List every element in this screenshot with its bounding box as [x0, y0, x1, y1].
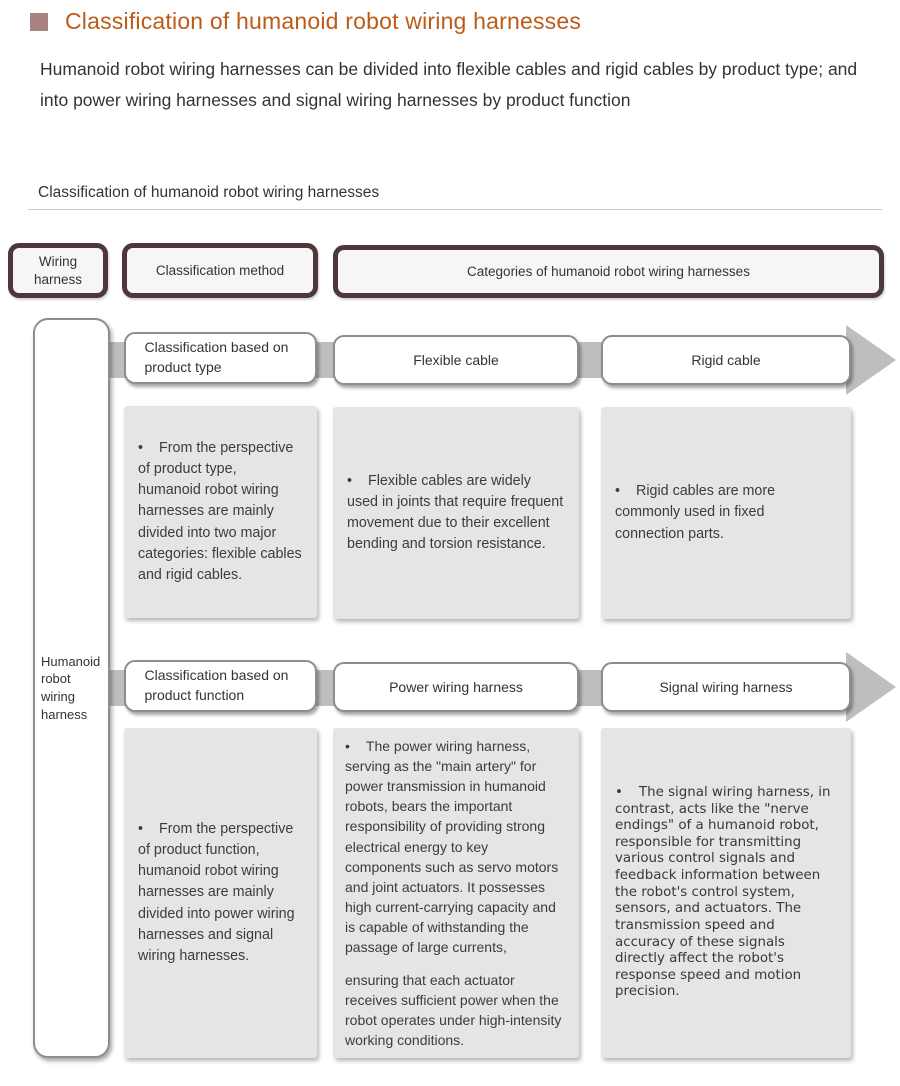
desc-card-signal-wiring-harness [601, 728, 851, 1058]
desc-text: Rigid cables are more commonly used in fixed connection parts. [615, 483, 776, 542]
desc-card-power-wiring-harness-text [345, 736, 567, 958]
desc-text: The signal wiring harness, in contrast, acts like the "nerve endings" of a humanoid robot, responsible for transmitting various control signals and feedback information between the robot's control system, sensors, and actuators. The transmission speed and accuracy of these signals directly affect the robot's response speed and motion precision. [615, 785, 831, 1000]
page-title: Classification of humanoid robot wiring harnesses [65, 8, 582, 34]
category-node-rigid-cable-label: Rigid cable [691, 352, 761, 368]
method-node-product-type [124, 332, 317, 384]
desc-card-product-type [124, 406, 317, 618]
desc-text: Flexible cables are widely used in joints that require frequent movement due to their excellent bending and torsion resistance. [347, 472, 564, 553]
header-box-categories-label: Categories of humanoid robot wiring harnesses [467, 263, 750, 279]
root-node-label: Humanoid robot wiring harness [41, 653, 101, 722]
desc-card-product-type-text [138, 438, 303, 585]
bullet-point: • [345, 737, 350, 754]
category-node-signal-wiring-harness [601, 662, 851, 712]
desc-card-product-function-text [138, 819, 303, 966]
arrow-right-icon-row1 [846, 325, 896, 395]
desc-text: From the perspective of product function, humanoid robot wiring harnesses are mainly divided into power wiring harnesses and signal wiring harnesses. [138, 821, 295, 964]
bullet-point: • [138, 821, 144, 838]
category-node-flexible-cable [333, 335, 579, 385]
desc-text: The power wiring harness, serving as the "main artery" for power transmission in humanoid robots, bears the important responsibility of providing strong electrical energy to key components such as servo motors and joint actuators. It possesses high current-carrying capacity and is capable of withstanding the passage of large currents, [345, 737, 559, 956]
desc-card-flexible-cable [333, 407, 579, 619]
category-node-rigid-cable [601, 335, 851, 385]
square-bullet-icon [30, 13, 48, 31]
desc-text: From the perspective of product type, humanoid robot wiring harnesses are mainly divided into two major categories: flexible cables and rigid cables. [138, 440, 302, 583]
header-box-categories [333, 245, 884, 298]
header-box-classification-method-label: Classification method [155, 262, 285, 278]
desc-card-product-function [124, 728, 317, 1058]
header-box-wiring-harness-label: Wiring harness [33, 253, 83, 287]
bullet-point: • [347, 472, 353, 489]
desc-card-rigid-cable-text [615, 481, 837, 544]
figure-caption-block [28, 184, 882, 210]
desc-card-power-wiring-harness-text2: ensuring that each actuator receives sufficient power when the robot operates under high-intensity working conditions. [345, 971, 562, 1049]
bullet-point: • [138, 440, 144, 457]
method-node-product-function [124, 660, 317, 712]
method-node-product-type-label: Classification based on product type [144, 339, 289, 375]
category-node-signal-wiring-harness-label: Signal wiring harness [659, 679, 793, 695]
method-node-product-function-label: Classification based on product function [144, 667, 289, 703]
title-block [30, 8, 581, 35]
header-box-wiring-harness [8, 243, 108, 298]
intro-paragraph: Humanoid robot wiring harnesses can be divided into flexible cables and rigid cables by product type; and into power wiring harnesses and signal wiring harnesses by product function [40, 59, 858, 111]
bullet-point: • [615, 785, 623, 801]
category-node-power-wiring-harness [333, 662, 579, 712]
root-node-humanoid-robot-wiring-harness [33, 318, 110, 1058]
desc-card-signal-wiring-harness-text [615, 785, 837, 1001]
desc-card-rigid-cable [601, 407, 851, 619]
category-node-power-wiring-harness-label: Power wiring harness [389, 679, 523, 695]
desc-card-flexible-cable-text [347, 471, 565, 555]
header-box-classification-method [122, 243, 318, 298]
figure-caption: Classification of humanoid robot wiring harnesses [38, 184, 380, 201]
desc-card-power-wiring-harness [333, 728, 579, 1058]
bullet-point: • [615, 483, 621, 500]
category-node-flexible-cable-label: Flexible cable [413, 352, 499, 368]
arrow-right-icon-row2 [846, 652, 896, 722]
